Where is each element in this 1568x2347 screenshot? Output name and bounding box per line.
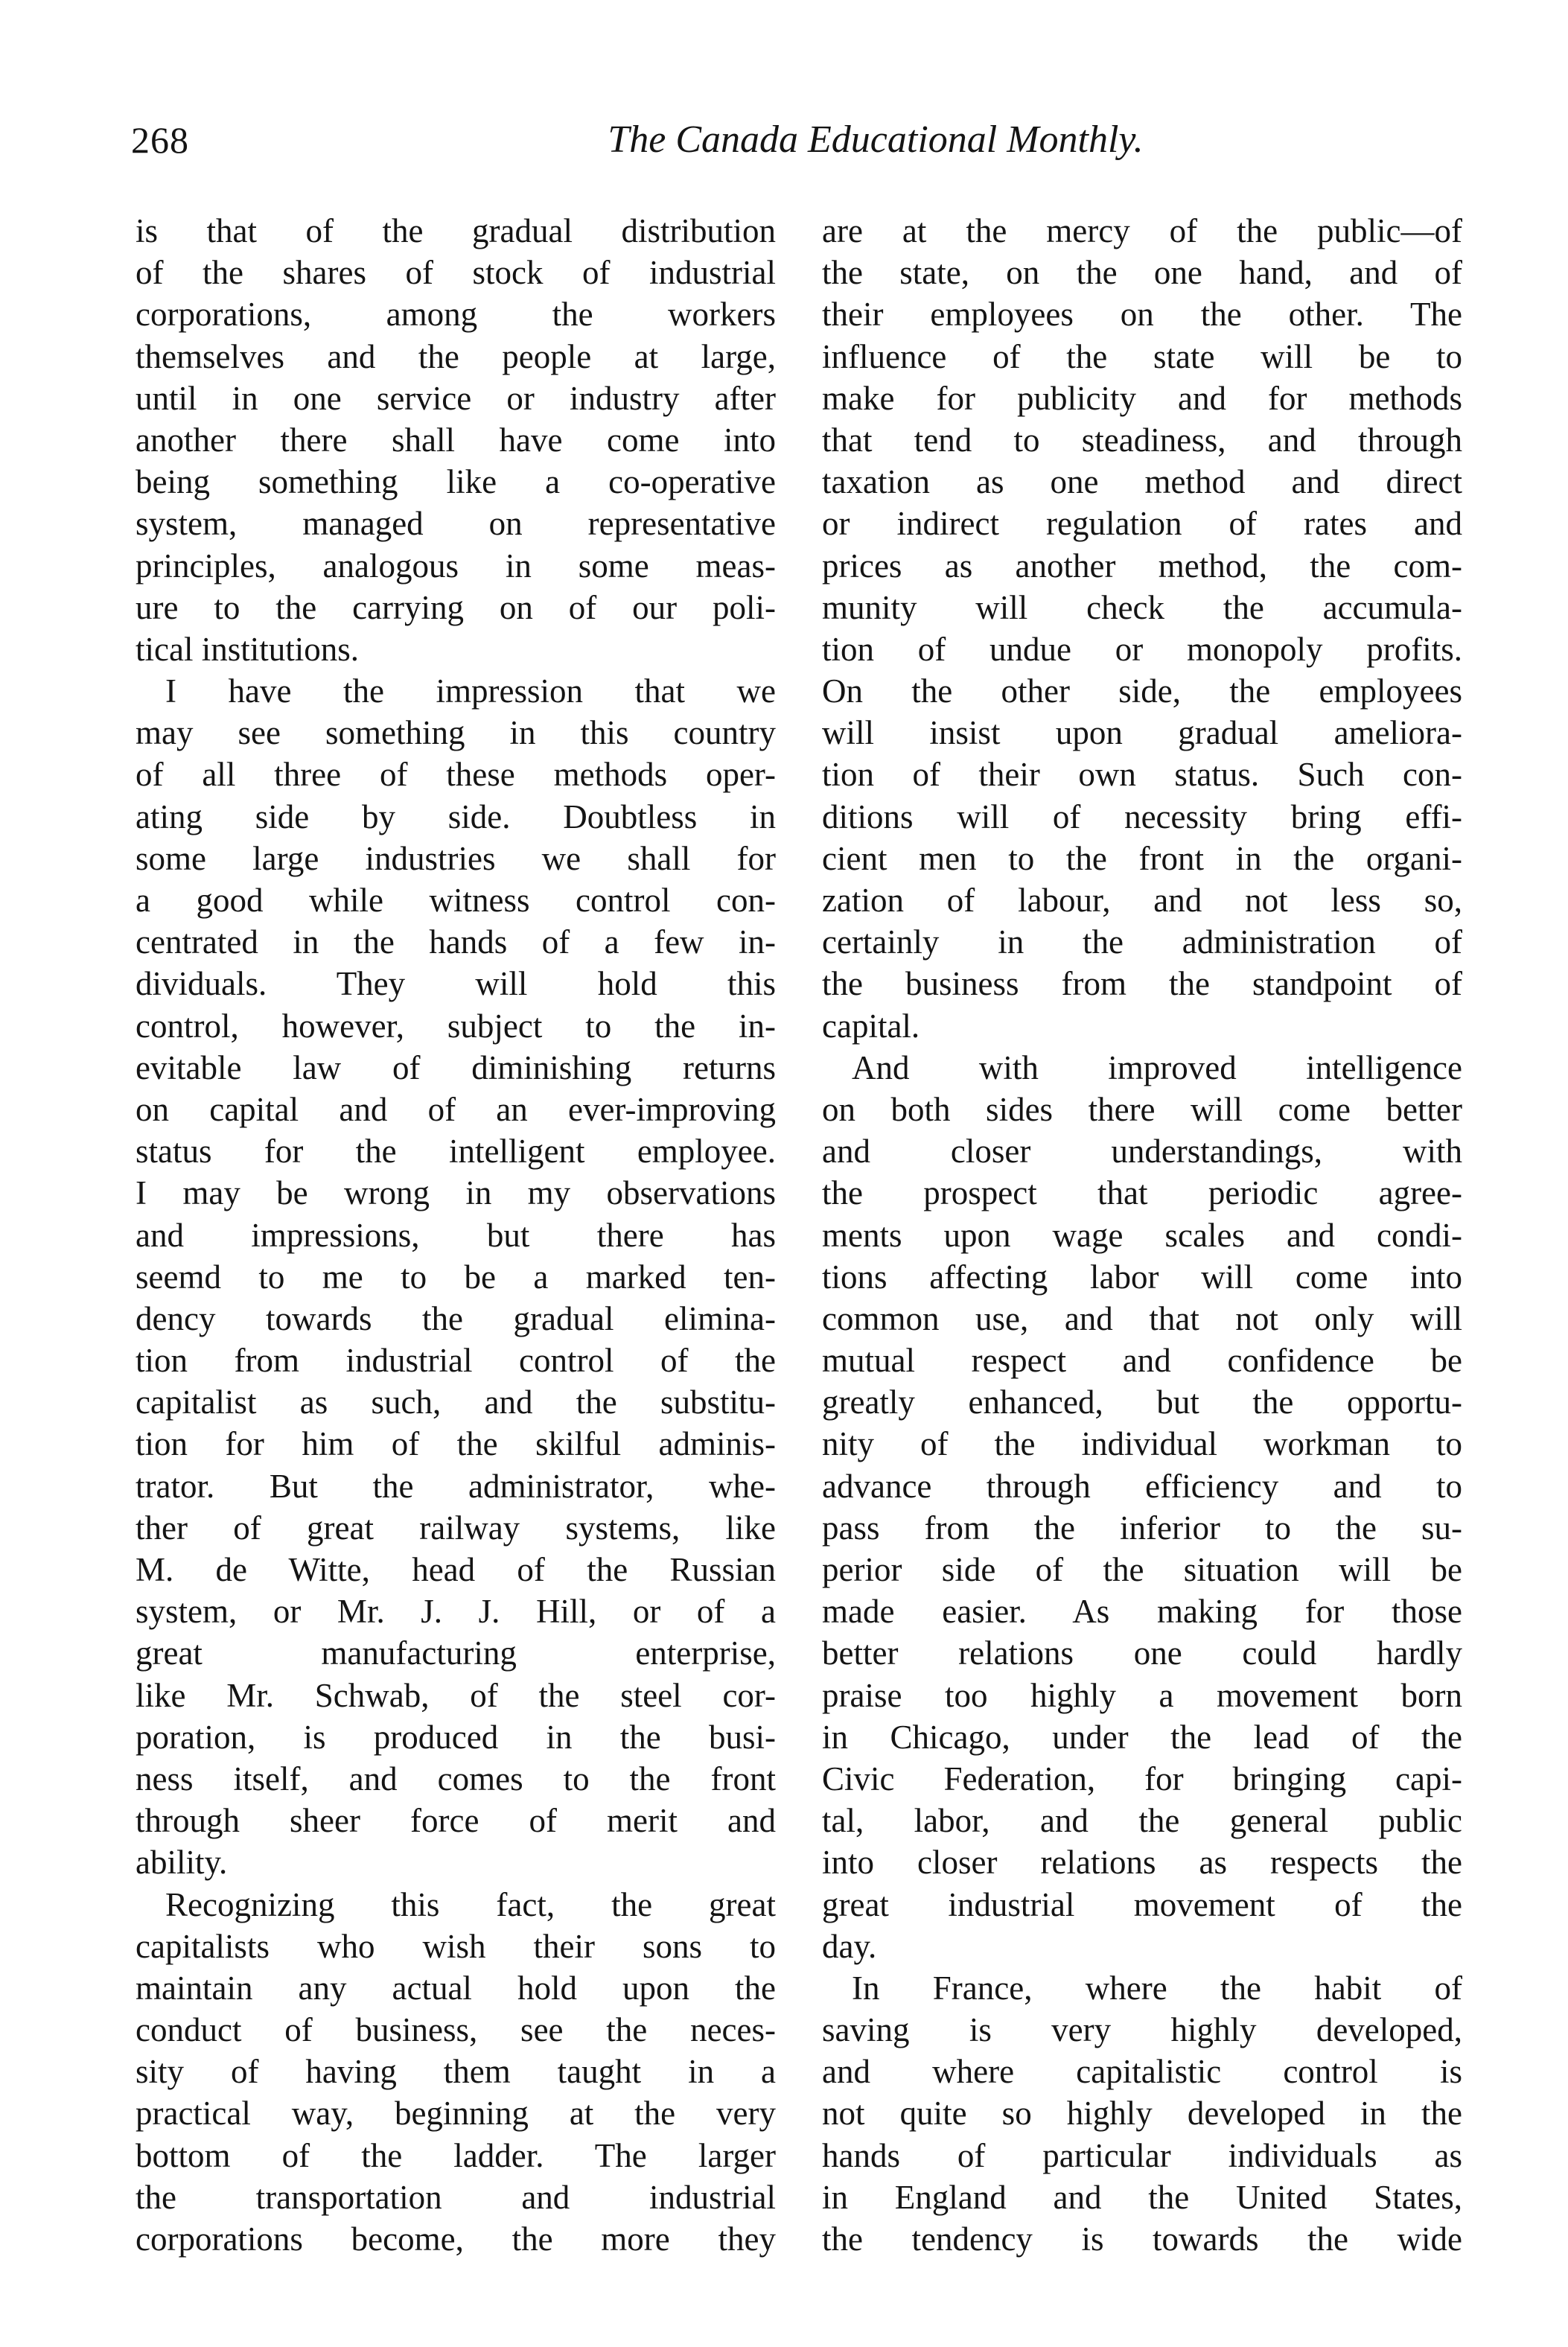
text-line: that tend to steadiness, and through — [822, 421, 1462, 459]
text-line: evitable law of diminishing returns — [136, 1048, 776, 1086]
text-line: influence of the state will be to — [822, 337, 1462, 375]
left-column — [136, 210, 776, 2260]
text-line: seemd to me to be a marked ten- — [136, 1258, 776, 1296]
text-line: capital. — [822, 1007, 920, 1045]
text-line: trator. But the administrator, whe- — [136, 1467, 776, 1505]
text-line: principles, analogous in some meas- — [136, 547, 776, 585]
text-line: and impressions, but there has — [136, 1216, 776, 1254]
text-line: I may be wrong in my observations — [136, 1174, 776, 1212]
text-line: great industrial movement of the — [822, 1885, 1462, 1923]
text-line: ability. — [136, 1844, 228, 1882]
text-line: on both sides there will come better — [822, 1090, 1462, 1128]
text-line: Recognizing this fact, the great — [165, 1885, 776, 1923]
text-line: On the other side, the employees — [822, 672, 1462, 710]
text-line: day. — [822, 1927, 877, 1965]
text-line: tion of undue or monopoly profits. — [822, 630, 1462, 668]
text-line: conduct of business, see the neces- — [136, 2011, 776, 2049]
text-line: system, or Mr. J. J. Hill, or of a — [136, 1593, 776, 1631]
text-line: of the shares of stock of industrial — [136, 254, 776, 292]
text-line: cient men to the front in the organi- — [822, 839, 1462, 877]
text-line: maintain any actual hold upon the — [136, 1969, 776, 2007]
text-line: until in one service or industry after — [136, 379, 776, 417]
text-line: may see something in this country — [136, 714, 776, 752]
text-line: the business from the standpoint of — [822, 965, 1462, 1003]
text-line: are at the mercy of the public—of — [822, 212, 1462, 249]
text-line: pass from the inferior to the su- — [822, 1509, 1462, 1547]
text-line: is that of the gradual distribution — [136, 212, 776, 249]
text-line: greatly enhanced, but the opportu- — [822, 1383, 1462, 1421]
text-line: their employees on the other. The — [822, 296, 1462, 334]
journal-title: The Canada Educational Monthly. — [608, 118, 1144, 161]
text-line: zation of labour, and not less so, — [822, 882, 1462, 919]
text-line: corporations, among the workers — [136, 296, 776, 334]
text-line: bottom of the ladder. The larger — [136, 2136, 776, 2174]
text-line: corporations become, the more they — [136, 2220, 776, 2258]
text-line: nity of the individual workman to — [822, 1425, 1462, 1463]
text-line: status for the intelligent employee. — [136, 1133, 776, 1171]
text-line: tical institutions. — [136, 630, 359, 668]
text-line: and closer understandings, with — [822, 1133, 1462, 1171]
text-line: some large industries we shall for — [136, 839, 776, 877]
text-line: will insist upon gradual ameliora- — [822, 714, 1462, 752]
text-line: tion from industrial control of the — [136, 1342, 776, 1380]
text-line: into closer relations as respects the — [822, 1844, 1462, 1882]
text-line: certainly in the administration of — [822, 923, 1462, 961]
text-line: capitalists who wish their sons to — [136, 1927, 776, 1965]
text-line: poration, is produced in the busi- — [136, 1718, 776, 1756]
text-line: I have the impression that we — [165, 672, 776, 710]
text-line: dency towards the gradual elimina- — [136, 1299, 776, 1337]
text-line: and where capitalistic control is — [822, 2053, 1462, 2091]
text-line: like Mr. Schwab, of the steel cor- — [136, 1676, 776, 1714]
text-line: the prospect that periodic agree- — [822, 1174, 1462, 1212]
text-line: better relations one could hardly — [822, 1634, 1462, 1672]
text-line: centrated in the hands of a few in- — [136, 923, 776, 961]
text-line: munity will check the accumula- — [822, 588, 1462, 626]
text-line: in Chicago, under the lead of the — [822, 1718, 1462, 1756]
text-line: system, managed on representative — [136, 505, 776, 543]
text-line: In France, where the habit of — [852, 1969, 1462, 2007]
text-line: tal, labor, and the general public — [822, 1802, 1462, 1840]
text-line: practical way, beginning at the very — [136, 2095, 776, 2133]
text-line: praise too highly a movement born — [822, 1676, 1462, 1714]
text-line: advance through efficiency and to — [822, 1467, 1462, 1505]
text-line: ments upon wage scales and condi- — [822, 1216, 1462, 1254]
text-line: another there shall have come into — [136, 421, 776, 459]
text-line: in England and the United States, — [822, 2178, 1462, 2216]
text-line: ther of great railway systems, like — [136, 1509, 776, 1547]
text-line: saving is very highly developed, — [822, 2011, 1462, 2049]
text-line: being something like a co-operative — [136, 463, 776, 501]
text-line: the transportation and industrial — [136, 2178, 776, 2216]
text-line: on capital and of an ever-improving — [136, 1090, 776, 1128]
text-line: make for publicity and for methods — [822, 379, 1462, 417]
text-line: perior side of the situation will be — [822, 1551, 1462, 1588]
text-line: ating side by side. Doubtless in — [136, 797, 776, 835]
text-line: dividuals. They will hold this — [136, 965, 776, 1003]
text-line: or indirect regulation of rates and — [822, 505, 1462, 543]
text-line: the state, on the one hand, and of — [822, 254, 1462, 292]
text-line: through sheer force of merit and — [136, 1802, 776, 1840]
text-line: Civic Federation, for bringing capi- — [822, 1760, 1462, 1797]
text-line: themselves and the people at large, — [136, 337, 776, 375]
text-line: M. de Witte, head of the Russian — [136, 1551, 776, 1588]
text-line: of all three of these methods oper- — [136, 756, 776, 794]
text-line: the tendency is towards the wide — [822, 2220, 1462, 2258]
text-line: ness itself, and comes to the front — [136, 1760, 776, 1797]
text-line: ure to the carrying on of our poli- — [136, 588, 776, 626]
text-line: And with improved intelligence — [852, 1048, 1462, 1086]
text-line: prices as another method, the com- — [822, 547, 1462, 585]
text-line: common use, and that not only will — [822, 1299, 1462, 1337]
text-line: taxation as one method and direct — [822, 463, 1462, 501]
text-line: tion of their own status. Such con- — [822, 756, 1462, 794]
text-line: made easier. As making for those — [822, 1593, 1462, 1631]
text-line: hands of particular individuals as — [822, 2136, 1462, 2174]
text-line: tions affecting labor will come into — [822, 1258, 1462, 1296]
page-number: 268 — [131, 119, 189, 161]
text-line: great manufacturing enterprise, — [136, 1634, 776, 1672]
text-line: a good while witness control con- — [136, 882, 776, 919]
text-line: ditions will of necessity bring effi- — [822, 797, 1462, 835]
text-line: tion for him of the skilful adminis- — [136, 1425, 776, 1463]
text-line: capitalist as such, and the substitu- — [136, 1383, 776, 1421]
text-line: control, however, subject to the in- — [136, 1007, 776, 1045]
right-column — [822, 210, 1462, 2260]
text-line: not quite so highly developed in the — [822, 2095, 1462, 2133]
running-head — [131, 118, 1468, 170]
text-line: sity of having them taught in a — [136, 2053, 776, 2091]
text-line: mutual respect and confidence be — [822, 1342, 1462, 1380]
